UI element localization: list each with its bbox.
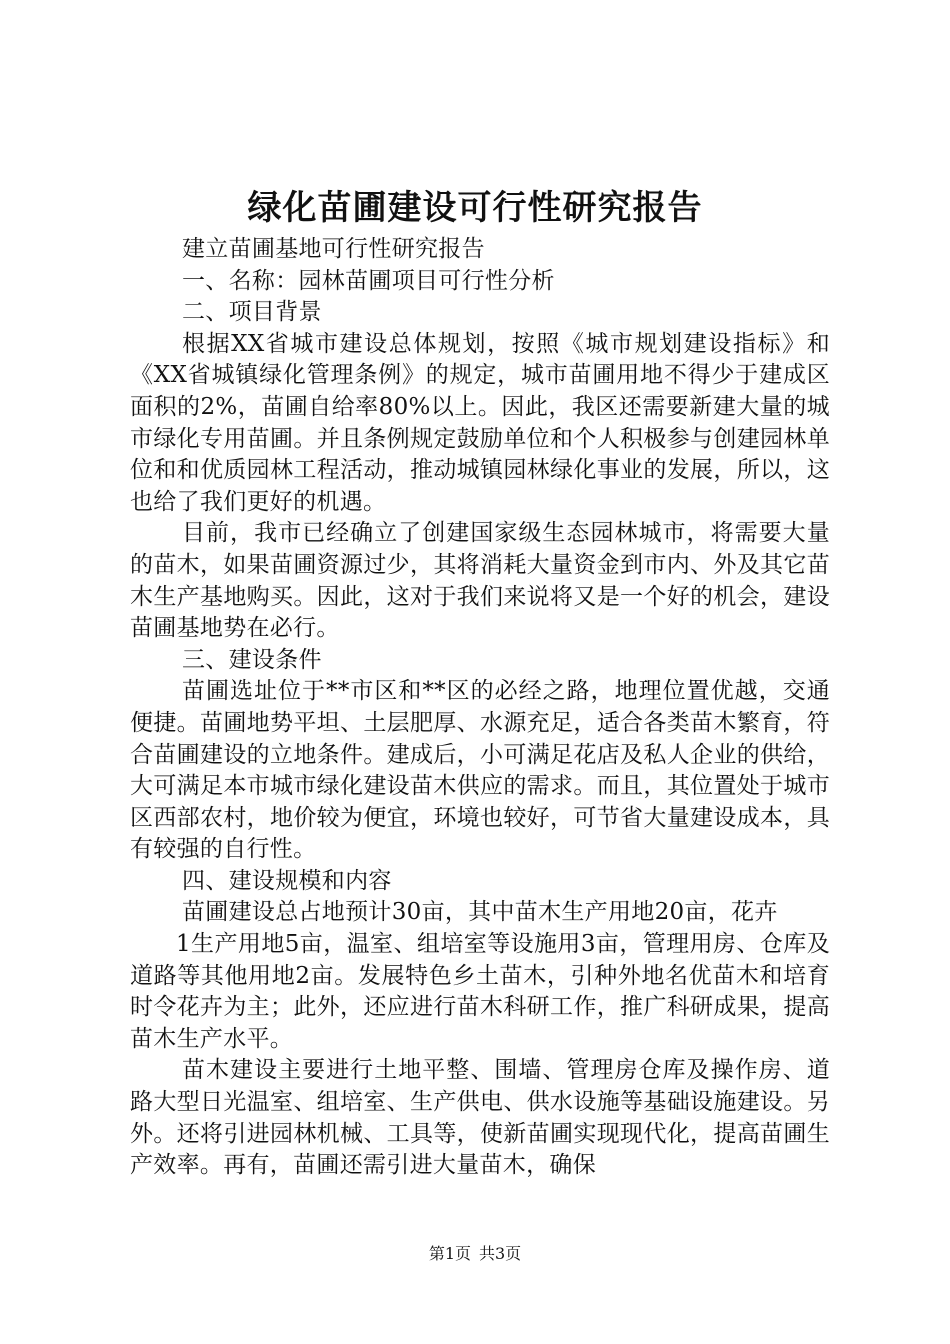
page-total: 共3页 xyxy=(479,1244,522,1263)
section-heading-name: 一、名称：园林苗圃项目可行性分析 xyxy=(182,267,555,294)
background-paragraph-1: 根据XX省城市建设总体规划，按照《城市规划建设指标》和《XX省城镇绿化管理条例》的规定，城市苗圃用地不得少于建成区面积的2%，苗圃自给率80%以上。因此，我区还需要新建大量的城市绿化专用苗圃。并且条例规定鼓励单位和个人积极参与创建园林单位和和优质园林工程活动，推动城镇园林绿化事业的发展，所以，这也给了我们更好的机遇。 xyxy=(130,330,830,515)
section-heading-background: 二、项目背景 xyxy=(182,299,322,326)
document-body xyxy=(130,234,830,1182)
background-paragraph-2: 目前，我市已经确立了创建国家级生态园林城市，将需要大量的苗木，如果苗圃资源过少，其将消耗大量资金到市内、外及其它苗木生产基地购买。因此，这对于我们来说将又是一个好的机会，建设苗圃基地势在必行。 xyxy=(130,520,830,642)
section-heading-scale: 四、建设规模和内容 xyxy=(182,867,392,894)
subtitle-paragraph: 建立苗圃基地可行性研究报告 xyxy=(182,236,485,262)
scale-paragraph-2: 1生产用地5亩，温室、组培室等设施用3亩，管理用房、仓库及道路等其他用地2亩。发展特色乡土苗木，引种外地名优苗木和培育时令花卉为主；此外，还应进行苗木科研工作，推广科研成果，提高苗木生产水平。 xyxy=(130,931,830,1052)
scale-paragraph-1: 苗圃建设总占地预计30亩，其中苗木生产用地20亩，花卉 xyxy=(182,899,778,926)
page-number: 第1页 xyxy=(428,1244,471,1263)
conditions-paragraph: 苗圃选址位于**市区和**区的必经之路，地理位置优越，交通便捷。苗圃地势平坦、土层肥厚、水源充足，适合各类苗木繁育，符合苗圃建设的立地条件。建成后，小可满足花店及私人企业的供给，大可满足本市城市绿化建设苗木供应的需求。而且，其位置处于城市区西部农村，地价较为便宜，环境也较好，可节省大量建设成本，具有较强的自行性。 xyxy=(130,678,830,863)
section-heading-conditions: 三、建设条件 xyxy=(182,646,322,673)
construction-paragraph: 苗木建设主要进行土地平整、围墙、管理房仓库及操作房、道路大型日光温室、组培室、生产供电、供水设施等基础设施建设。另外。还将引进园林机械、工具等，使新苗圃实现现代化，提高苗圃生产效率。再有，苗圃还需引进大量苗木，确保 xyxy=(130,1057,830,1179)
page-footer xyxy=(0,1243,950,1265)
document-title: 绿化苗圃建设可行性研究报告 xyxy=(247,188,703,228)
